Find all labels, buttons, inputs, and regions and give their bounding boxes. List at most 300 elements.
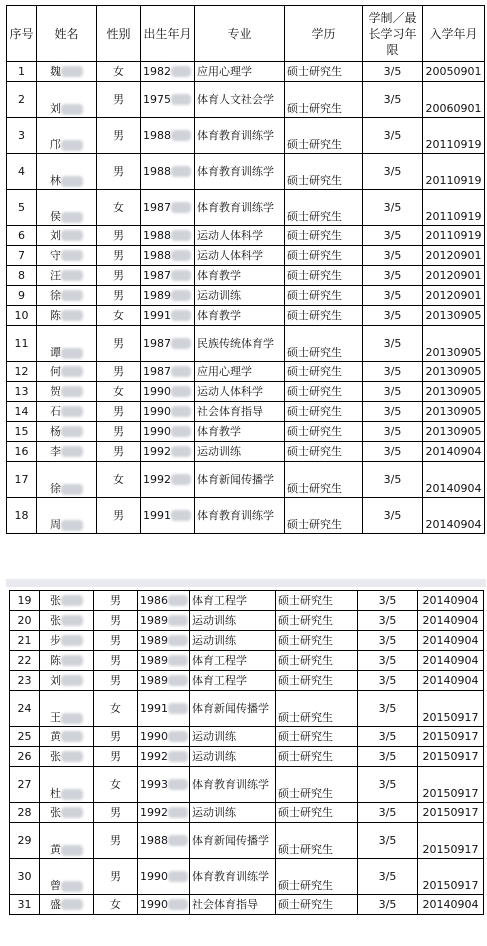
cell-enroll-text: 20140904 [422,673,479,687]
cell-birth [138,671,190,691]
cell-name [40,591,94,611]
cell-no [10,591,40,611]
cell-gender-text: 男 [110,805,121,819]
cell-major-text: 运动训练 [197,288,241,302]
cell-term-text: 3/5 [378,833,397,847]
cell-enroll-text: 20150917 [422,805,479,819]
cell-major-text: 体育教育训练学 [197,508,274,522]
header-gender: 性别 [97,6,141,62]
cell-name-text: 贺 [50,384,61,398]
cell-enroll [423,246,485,266]
cell-term-text: 3/5 [383,508,402,522]
cell-birth [141,326,195,362]
cell-birth-text: 1990 [143,424,171,438]
cell-enroll-text: 20110919 [425,228,482,242]
cell-gender [97,82,141,118]
cell-name [40,691,94,727]
cell-major [190,727,276,747]
cell-birth-text: 1989 [140,613,168,627]
table-row [7,498,485,534]
cell-major-text: 体育教育训练学 [197,164,274,178]
cell-major [195,246,285,266]
cell-gender-text: 男 [110,593,121,607]
cell-no [10,859,40,895]
cell-name [37,118,97,154]
cell-no-text: 17 [14,472,29,486]
cell-enroll-text: 20140904 [422,613,479,627]
cell-enroll [418,631,484,651]
cell-degree-text: 硕士研究生 [287,102,342,115]
table-row [7,306,485,326]
cell-major [195,382,285,402]
cell-gender [97,306,141,326]
cell-gender-text: 男 [113,336,124,350]
redaction-blur [171,446,191,457]
redaction-blur [61,595,83,606]
cell-birth-text: 1987 [143,336,171,350]
cell-no-text: 28 [17,805,32,819]
cell-birth-text: 1990 [140,897,168,911]
cell-gender [97,462,141,498]
cell-degree [276,727,358,747]
cell-name [37,190,97,226]
cell-gender-text: 男 [110,729,121,743]
cell-enroll-text: 20140904 [422,653,479,667]
cell-gender-text: 男 [113,288,124,302]
cell-term-text: 3/5 [378,613,397,627]
redaction-blur [168,871,188,882]
redaction-blur [171,406,191,417]
cell-birth [138,895,190,915]
cell-major-text: 体育教育训练学 [197,200,274,214]
cell-major [190,691,276,727]
cell-no [10,895,40,915]
table-row [10,895,484,915]
cell-gender-text: 男 [110,869,121,883]
cell-term [363,422,423,442]
cell-term-text: 3/5 [383,424,402,438]
cell-gender-text: 女 [113,472,124,486]
cell-birth [138,727,190,747]
redaction-blur [168,675,188,686]
cell-name [40,859,94,895]
cell-no [7,286,37,306]
cell-enroll [418,803,484,823]
cell-major [190,747,276,767]
redaction-blur [171,290,191,301]
cell-degree [285,402,363,422]
cell-gender-text: 男 [110,673,121,687]
cell-degree-text: 硕士研究生 [287,444,342,458]
cell-birth [138,591,190,611]
cell-enroll-text: 20060901 [425,102,482,115]
cell-major-text: 体育教学 [197,308,241,322]
cell-birth-text: 1992 [143,444,171,458]
cell-name-text: 林 [50,174,61,187]
redaction-blur [171,426,191,437]
cell-gender [94,747,138,767]
cell-term-text: 3/5 [383,288,402,302]
redaction-blur [61,520,83,531]
cell-no [7,62,37,82]
cell-gender-text: 男 [110,749,121,763]
cell-name [37,154,97,190]
cell-term [363,266,423,286]
table-row [7,246,485,266]
cell-name-text: 王 [50,711,61,724]
cell-birth-text: 1990 [140,869,168,883]
cell-birth-text: 1987 [143,364,171,378]
cell-gender [97,154,141,190]
cell-enroll [418,611,484,631]
redaction-blur [61,366,83,377]
cell-no [7,402,37,422]
cell-degree [285,422,363,442]
cell-gender-text: 男 [113,268,124,282]
table-row [10,611,484,631]
table-row [7,286,485,306]
cell-gender [94,651,138,671]
cell-name-text: 李 [50,444,61,458]
cell-major-text: 运动训练 [197,444,241,458]
redaction-blur [171,130,191,141]
redaction-blur [61,807,83,818]
cell-term-text: 3/5 [383,248,402,262]
cell-term-text: 3/5 [383,200,402,214]
cell-term-text: 3/5 [378,777,397,791]
table-row [7,402,485,422]
cell-enroll [418,859,484,895]
cell-term-text: 3/5 [378,749,397,763]
cell-name-text: 邝 [50,138,61,151]
cell-major [195,462,285,498]
cell-degree [276,767,358,803]
table-row [7,382,485,402]
cell-no-text: 15 [14,424,29,438]
cell-term [363,462,423,498]
cell-birth-text: 1987 [143,200,171,214]
cell-name [37,306,97,326]
cell-term-text: 3/5 [378,701,397,715]
cell-birth [141,82,195,118]
cell-major [195,62,285,82]
cell-enroll [418,591,484,611]
table-row [7,442,485,462]
cell-no [7,498,37,534]
cell-gender [97,62,141,82]
cell-major-text: 体育新闻传播学 [192,833,269,847]
cell-degree-text: 硕士研究生 [278,633,333,647]
cell-degree [285,498,363,534]
cell-birth-text: 1988 [143,128,171,142]
cell-no-text: 10 [14,308,29,322]
redaction-blur [171,310,191,321]
cell-degree [285,462,363,498]
cell-name-text: 侯 [50,210,61,223]
cell-enroll [418,671,484,691]
cell-gender [97,326,141,362]
cell-term-text: 3/5 [378,593,397,607]
cell-degree-text: 硕士研究生 [278,805,333,819]
redaction-blur [61,675,83,686]
cell-degree-text: 硕士研究生 [278,613,333,627]
cell-degree-text: 硕士研究生 [287,518,342,531]
cell-name-text: 刘 [50,673,61,687]
cell-birth [138,767,190,803]
cell-gender-text: 男 [113,164,124,178]
cell-major [190,631,276,651]
cell-enroll [423,82,485,118]
cell-gender [94,691,138,727]
cell-major-text: 体育教育训练学 [192,777,269,791]
redaction-blur [61,789,83,800]
cell-no [10,767,40,803]
cell-name-text: 谭 [50,346,61,359]
table-row [10,803,484,823]
cell-no [7,266,37,286]
cell-degree [285,362,363,382]
redaction-blur [168,807,188,818]
cell-term [358,803,418,823]
cell-no-text: 14 [14,404,29,418]
cell-term [363,362,423,382]
student-table-part-1 [6,5,485,534]
cell-gender-text: 男 [113,364,124,378]
student-table-part-2 [9,590,484,915]
cell-enroll-text: 20150917 [422,787,479,800]
cell-degree [285,306,363,326]
cell-term [363,190,423,226]
cell-degree-text: 硕士研究生 [278,711,333,724]
cell-name-text: 张 [50,749,61,763]
cell-gender [94,671,138,691]
cell-major-text: 社会体育指导 [197,404,263,418]
cell-enroll [423,226,485,246]
cell-birth-text: 1987 [143,268,171,282]
cell-enroll [423,462,485,498]
cell-birth [141,422,195,442]
cell-major [195,82,285,118]
cell-enroll-text: 20140904 [422,633,479,647]
redaction-blur [171,386,191,397]
cell-term-text: 3/5 [383,384,402,398]
cell-major-text: 运动人体科学 [197,384,263,398]
cell-name-text: 石 [50,404,61,418]
cell-major [195,266,285,286]
cell-birth-text: 1989 [140,633,168,647]
cell-enroll [423,422,485,442]
cell-birth-text: 1988 [143,228,171,242]
cell-term-text: 3/5 [383,472,402,486]
cell-enroll [423,326,485,362]
redaction-blur [171,66,191,77]
page-break-divider [6,579,486,587]
redaction-blur [61,615,83,626]
cell-no-text: 5 [18,200,25,214]
cell-no-text: 29 [17,833,32,847]
redaction-blur [168,595,188,606]
cell-major [190,823,276,859]
cell-degree-text: 硕士研究生 [287,268,342,282]
cell-gender-text: 女 [110,701,121,715]
cell-enroll-text: 20130905 [425,384,482,398]
cell-gender [97,442,141,462]
cell-no-text: 7 [18,248,25,262]
cell-major-text: 体育新闻传播学 [197,472,274,486]
cell-no [7,118,37,154]
cell-term-text: 3/5 [383,92,402,106]
cell-degree-text: 硕士研究生 [287,364,342,378]
cell-birth [141,246,195,266]
cell-term [363,306,423,326]
cell-major [195,362,285,382]
cell-major-text: 社会体育指导 [192,897,258,911]
cell-enroll-text: 20140904 [422,593,479,607]
redaction-blur [61,406,83,417]
cell-term [363,226,423,246]
cell-name [37,498,97,534]
cell-term-text: 3/5 [383,444,402,458]
cell-major-text: 运动人体科学 [197,228,263,242]
cell-gender-text: 男 [110,653,121,667]
cell-degree-text: 硕士研究生 [278,729,333,743]
cell-enroll-text: 20140904 [425,518,482,531]
header-enroll: 入学年月 [423,6,485,62]
cell-degree-text: 硕士研究生 [287,482,342,495]
redaction-blur [168,835,188,846]
cell-degree-text: 硕士研究生 [287,346,342,359]
cell-no [7,306,37,326]
cell-term [358,631,418,651]
cell-term-text: 3/5 [378,805,397,819]
cell-no [7,442,37,462]
cell-birth-text: 1992 [140,749,168,763]
cell-enroll [423,382,485,402]
cell-enroll-text: 20130905 [425,404,482,418]
cell-degree [276,859,358,895]
cell-degree-text: 硕士研究生 [287,138,342,151]
cell-no [10,691,40,727]
cell-major [190,611,276,631]
table-row [10,631,484,651]
cell-degree [285,442,363,462]
cell-no-text: 13 [14,384,29,398]
table-row [10,823,484,859]
cell-major [190,803,276,823]
cell-no [10,651,40,671]
cell-degree [276,691,358,727]
cell-major-text: 体育工程学 [192,653,247,667]
table-row [7,422,485,442]
table-row [7,190,485,226]
cell-gender [94,803,138,823]
table-row [7,462,485,498]
cell-major [195,190,285,226]
cell-no [7,154,37,190]
cell-name [37,326,97,362]
cell-birth [141,286,195,306]
cell-major [195,422,285,442]
cell-no-text: 9 [18,288,25,302]
cell-degree [285,118,363,154]
cell-term-text: 3/5 [383,308,402,322]
redaction-blur [171,94,191,105]
redaction-blur [168,635,188,646]
cell-degree-text: 硕士研究生 [287,174,342,187]
cell-enroll [418,651,484,671]
cell-gender [97,402,141,422]
cell-degree-text: 硕士研究生 [278,673,333,687]
cell-birth-text: 1993 [140,777,168,791]
redaction-blur [168,751,188,762]
redaction-blur [171,510,191,521]
cell-major-text: 体育人文社会学 [197,92,274,106]
cell-name-text: 汪 [50,268,61,282]
redaction-blur [61,310,83,321]
cell-enroll-text: 20110919 [425,210,482,223]
redaction-blur [168,703,188,714]
cell-name [37,82,97,118]
redaction-blur [61,176,83,187]
cell-enroll-text: 20140904 [425,482,482,495]
cell-degree [285,154,363,190]
cell-no-text: 24 [17,701,32,715]
cell-enroll [418,767,484,803]
cell-gender [94,631,138,651]
cell-major-text: 体育教学 [197,424,241,438]
cell-birth [141,306,195,326]
cell-no-text: 18 [14,508,29,522]
cell-major-text: 体育教育训练学 [197,128,274,142]
cell-enroll-text: 20150917 [422,879,479,892]
cell-major-text: 运动训练 [192,613,236,627]
cell-enroll-text: 20130905 [425,364,482,378]
cell-enroll [423,190,485,226]
cell-enroll-text: 20150917 [422,749,479,763]
redaction-blur [61,386,83,397]
redaction-blur [171,270,191,281]
cell-term [358,611,418,631]
cell-major [195,442,285,462]
cell-enroll-text: 20130905 [425,424,482,438]
cell-major-text: 运动训练 [192,805,236,819]
cell-term-text: 3/5 [383,364,402,378]
cell-birth [138,803,190,823]
cell-birth-text: 1992 [143,472,171,486]
cell-degree-text: 硕士研究生 [287,228,342,242]
cell-name [40,671,94,691]
cell-name [40,747,94,767]
cell-enroll-text: 20150917 [422,711,479,724]
redaction-blur [171,166,191,177]
cell-birth-text: 1989 [143,288,171,302]
redaction-blur [171,250,191,261]
cell-major [190,671,276,691]
cell-name-text: 徐 [50,288,61,302]
cell-no-text: 20 [17,613,32,627]
cell-degree-text: 硕士研究生 [278,653,333,667]
cell-term-text: 3/5 [383,404,402,418]
cell-term [363,498,423,534]
cell-no [10,671,40,691]
cell-major [195,118,285,154]
cell-term-text: 3/5 [378,897,397,911]
cell-no-text: 30 [17,869,32,883]
cell-major-text: 体育教育训练学 [192,869,269,883]
cell-enroll [418,895,484,915]
cell-gender-text: 女 [110,777,121,791]
cell-term [363,62,423,82]
